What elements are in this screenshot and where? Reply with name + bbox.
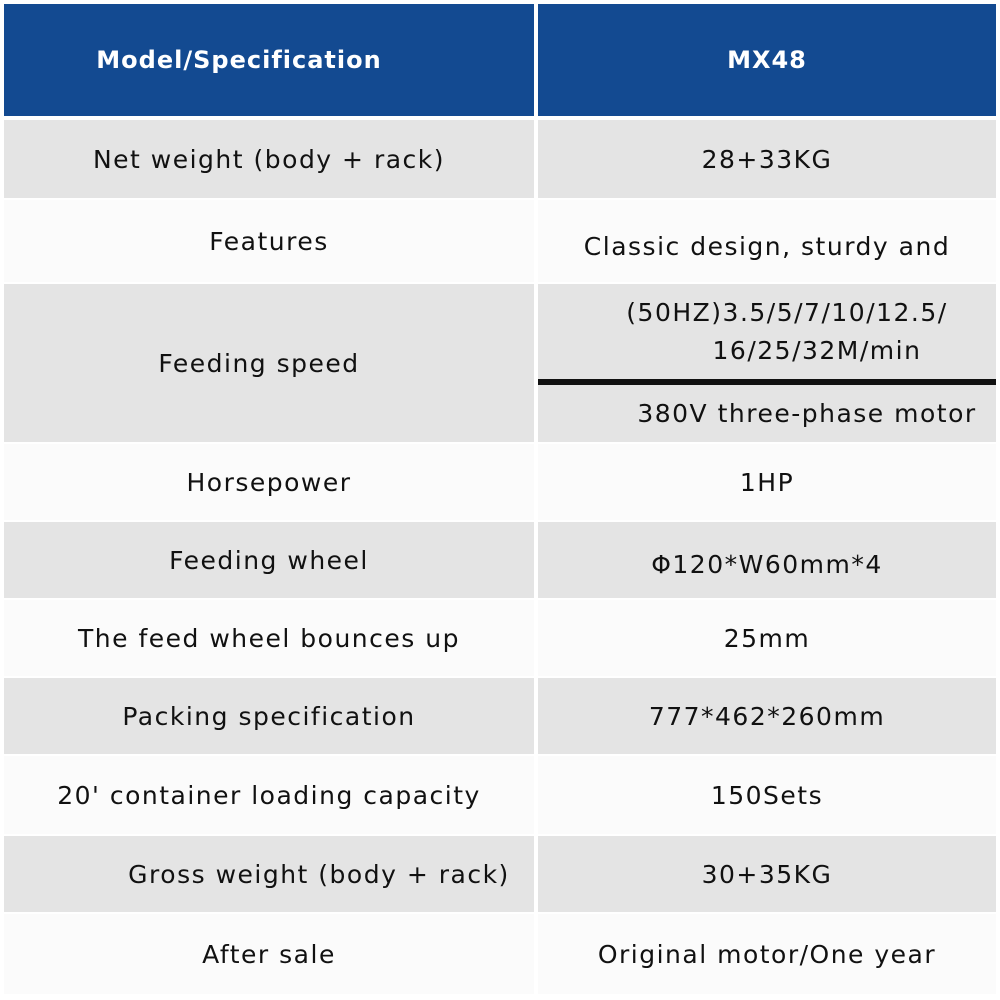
row-value: Classic design, sturdy and xyxy=(538,200,996,282)
row-label: Packing specification xyxy=(4,678,534,754)
motor-value: 380V three-phase motor xyxy=(637,399,977,428)
table-row xyxy=(4,120,996,198)
table-row xyxy=(4,678,996,754)
table-row xyxy=(4,444,996,520)
table-row xyxy=(4,200,996,282)
table-row xyxy=(4,914,996,994)
row-value: 25mm xyxy=(538,600,996,676)
row-value: 777*462*260mm xyxy=(538,678,996,754)
row-label: Feeding speed xyxy=(4,284,534,442)
table-row xyxy=(4,284,996,442)
row-value: 150Sets xyxy=(538,756,996,834)
row-label: After sale xyxy=(4,914,534,994)
row-label: Feeding wheel xyxy=(4,522,534,598)
header-model-name: MX48 xyxy=(538,4,996,116)
table-row xyxy=(4,836,996,912)
row-label: Net weight (body + rack) xyxy=(4,120,534,198)
header-model-specification: Model/Specification xyxy=(4,4,534,116)
row-label: The feed wheel bounces up xyxy=(4,600,534,676)
feeding-speed-values xyxy=(538,284,996,442)
row-value: Original motor/One year xyxy=(538,914,996,994)
row-label: Features xyxy=(4,200,534,282)
table-row xyxy=(4,600,996,676)
row-label: 20' container loading capacity xyxy=(4,756,534,834)
table-row xyxy=(4,756,996,834)
table-header xyxy=(4,4,996,116)
feeding-speed-line: 16/25/32M/min xyxy=(712,335,922,365)
row-value: Φ120*W60mm*4 xyxy=(538,522,996,598)
row-label: Horsepower xyxy=(4,444,534,520)
row-value: 30+35KG xyxy=(538,836,996,912)
row-label: Gross weight (body + rack) xyxy=(4,836,534,912)
table-row xyxy=(4,522,996,598)
feeding-speed-line: (50HZ)3.5/5/7/10/12.5/ xyxy=(626,298,948,327)
row-value: 28+33KG xyxy=(538,120,996,198)
row-value: 1HP xyxy=(538,444,996,520)
spec-table xyxy=(4,4,996,994)
